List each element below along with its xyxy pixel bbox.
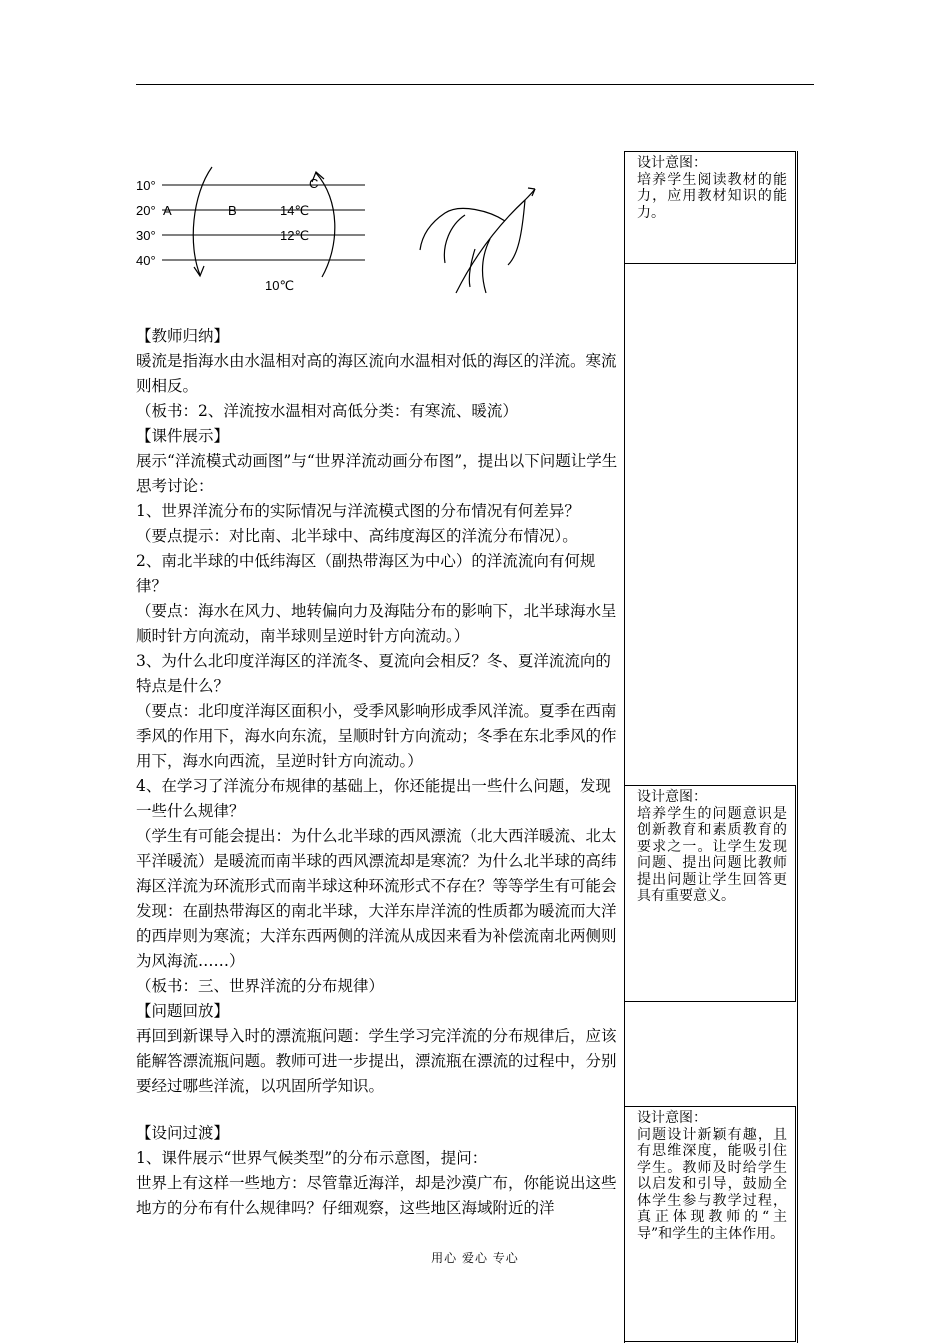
paragraph: （板书：三、世界洋流的分布规律） <box>136 977 385 995</box>
page-footer: 用心 爱心 专心 <box>431 1251 519 1265</box>
current-arrow-right <box>316 173 335 277</box>
header-rule <box>136 84 814 85</box>
ocean-current-diagram <box>130 155 690 315</box>
main-content <box>136 324 624 1099</box>
answer-3: （要点：北印度洋海区面积小，受季风影响形成季风洋流。夏季在西南季风的作用下，海水向东流，呈顺时针方向流动；冬季在东北季风的作用下，海水向西流，呈逆时针方向流动。） <box>136 702 617 770</box>
note-title: 设计意图： <box>637 155 707 171</box>
current-arrow-left <box>193 167 212 275</box>
note-title: 设计意图： <box>637 789 707 805</box>
temp-12-label: 12℃ <box>280 228 310 243</box>
paragraph: 世界上有这样一些地方：尽管靠近海洋，却是沙漠广布，你能说出这些地方的分布有什么规律吗？仔细观察，这些地区海域附近的洋 <box>136 1174 617 1217</box>
note-text: 培养学生的问题意识是创新教育和素质教育的要求之一。让学生发现问题、提出问题比教师提出问题让学生回答更具有重要意义。 <box>637 805 787 904</box>
paragraph: 展示“洋流模式动画图”与“世界洋流动画分布图”，提出以下问题让学生思考讨论： <box>136 452 618 495</box>
temp-14-label: 14℃ <box>280 203 310 218</box>
paragraph: 暖流是指海水由水温相对高的海区流向水温相对低的海区的洋流。寒流则相反。 <box>136 352 617 395</box>
paragraph: 1、课件展示“世界气候类型”的分布示意图，提问： <box>136 1149 488 1167</box>
paragraph: 再回到新课导入时的漂流瓶问题：学生学习完洋流的分布规律后，应该能解答漂流瓶问题。教师可进一步提出，漂流瓶在漂流的过程中，分别要经过哪些洋流，以巩固所学知识。 <box>136 1027 617 1095</box>
answer-4: （学生有可能会提出：为什么北半球的西风漂流（北大西洋暖流、北太平洋暖流）是暖流而南半球的西风漂流却是寒流？为什么北半球的高纬海区洋流为环流形式而南半球这种环流形式不存在？等等学生有可能会发现：在副热带海区的南北半球，大洋东岸洋流的性质都为暖流而大洋的西岸则为寒流；大洋东西两侧的洋流从成因来看为补偿流南北两侧则为风海流……） <box>136 827 617 970</box>
lat-label-40: 40° <box>136 253 156 268</box>
lat-label-20: 20° <box>136 203 156 218</box>
note-text: 问题设计新颖有趣，且有思维深度，能吸引住学生。教师及时给学生以启发和引导，鼓励全体学生参与教学过程，真正体现教师的“主导”和学生的主体作用。 <box>637 1126 787 1242</box>
heading-teacher-summary: 【教师归纳】 <box>136 327 230 345</box>
temp-10-label: 10℃ <box>265 278 295 293</box>
lat-label-30: 30° <box>136 228 156 243</box>
note-text: 培养学生阅读教材的能力，应用教材知识的能力。 <box>637 171 787 221</box>
branch-sketch <box>420 188 535 293</box>
design-note-2 <box>624 785 796 1002</box>
question-3: 3、为什么北印度洋海区的洋流冬、夏流向会相反？冬、夏洋流流向的特点是什么？ <box>136 652 611 695</box>
point-b-label: B <box>228 203 237 218</box>
note-title: 设计意图： <box>637 1110 707 1126</box>
main-content-2 <box>136 1121 624 1221</box>
answer-2: （要点：海水在风力、地转偏向力及海陆分布的影响下，北半球海水呈顺时针方向流动，南半球则呈逆时针方向流动。） <box>136 602 617 645</box>
question-2: 2、南北半球的中低纬海区（副热带海区为中心）的洋流流向有何规律？ <box>136 552 596 595</box>
point-c-label: C <box>309 176 319 191</box>
answer-1: （要点提示：对比南、北半球中、高纬度海区的洋流分布情况）。 <box>136 527 578 545</box>
lat-label-10: 10° <box>136 178 156 193</box>
heading-courseware: 【课件展示】 <box>136 427 230 445</box>
point-a-label: A <box>163 203 172 218</box>
question-1: 1、世界洋流分布的实际情况与洋流模式图的分布情况有何差异？ <box>136 502 580 520</box>
heading-review: 【问题回放】 <box>136 1002 230 1020</box>
design-note-1 <box>624 151 796 264</box>
heading-transition: 【设问过渡】 <box>136 1124 230 1142</box>
paragraph: （板书：2、洋流按水温相对高低分类：有寒流、暖流） <box>136 402 518 420</box>
design-note-3 <box>624 1106 796 1342</box>
question-4: 4、在学习了洋流分布规律的基础上，你还能提出一些什么问题，发现一些什么规律？ <box>136 777 611 820</box>
